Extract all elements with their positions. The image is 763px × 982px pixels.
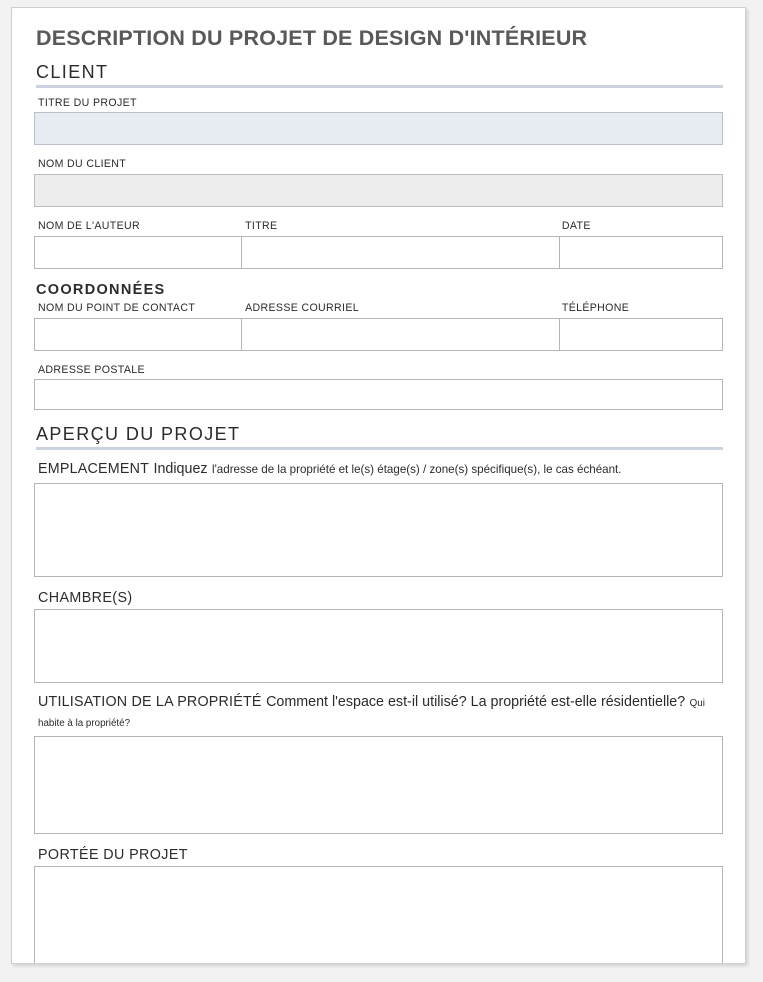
client-name-input[interactable] bbox=[34, 174, 723, 207]
label-telephone: TÉLÉPHONE bbox=[561, 301, 630, 314]
author-title-input[interactable] bbox=[241, 236, 559, 269]
section-divider-client bbox=[36, 85, 723, 88]
label-email-address: ADRESSE COURRIEL bbox=[245, 301, 360, 314]
label-date: DATE bbox=[561, 220, 591, 233]
author-name-input[interactable] bbox=[34, 236, 241, 269]
author-row bbox=[34, 236, 723, 269]
label-location-key: EMPLACEMENT bbox=[38, 460, 150, 477]
label-property-use-mid: Comment l'espace est-il utilisé? La propriété est-elle résidentielle? bbox=[266, 693, 686, 710]
document-body bbox=[12, 8, 745, 964]
subsection-heading-coordonnees: COORDONNÉES bbox=[36, 281, 166, 298]
label-postal-address: ADRESSE POSTALE bbox=[38, 363, 145, 376]
telephone-input[interactable] bbox=[559, 318, 723, 351]
label-project-scope: PORTÉE DU PROJET bbox=[38, 847, 188, 864]
author-row-labels bbox=[34, 220, 723, 236]
rooms-textarea[interactable] bbox=[34, 609, 723, 683]
label-rooms: CHAMBRE(S) bbox=[38, 589, 133, 606]
section-heading-apercu: APERÇU DU PROJET bbox=[36, 424, 241, 445]
section-divider-apercu bbox=[36, 447, 723, 450]
property-use-textarea[interactable] bbox=[34, 736, 723, 834]
label-property-use-rest: Qui habite à la propriété? bbox=[38, 697, 705, 730]
label-project-title: TITRE DU PROJET bbox=[38, 96, 137, 109]
document-page bbox=[11, 7, 746, 964]
date-input[interactable] bbox=[559, 236, 723, 269]
project-title-input[interactable] bbox=[34, 112, 723, 145]
label-property-use bbox=[38, 692, 723, 734]
label-contact-name: NOM DU POINT DE CONTACT bbox=[38, 301, 196, 314]
label-author-title: TITRE bbox=[245, 220, 278, 233]
contact-name-input[interactable] bbox=[34, 318, 241, 351]
label-property-use-key: UTILISATION DE LA PROPRIÉTÉ bbox=[38, 693, 262, 710]
page-title: DESCRIPTION DU PROJET DE DESIGN D'INTÉRIEUR bbox=[36, 26, 588, 50]
project-scope-textarea[interactable] bbox=[34, 866, 723, 964]
email-address-input[interactable] bbox=[241, 318, 559, 351]
section-heading-client: CLIENT bbox=[36, 62, 109, 82]
label-author-name: NOM DE L'AUTEUR bbox=[38, 220, 141, 233]
label-location-rest: l'adresse de la propriété et le(s) étage(s) / zone(s) spécifique(s), le cas échéant. bbox=[212, 462, 622, 476]
contact-row bbox=[34, 318, 723, 351]
postal-address-input[interactable] bbox=[34, 379, 723, 410]
label-location bbox=[38, 459, 723, 480]
location-textarea[interactable] bbox=[34, 483, 723, 577]
contact-row-labels bbox=[34, 302, 723, 318]
label-client-name: NOM DU CLIENT bbox=[38, 158, 127, 171]
label-location-mid: Indiquez bbox=[153, 460, 208, 477]
